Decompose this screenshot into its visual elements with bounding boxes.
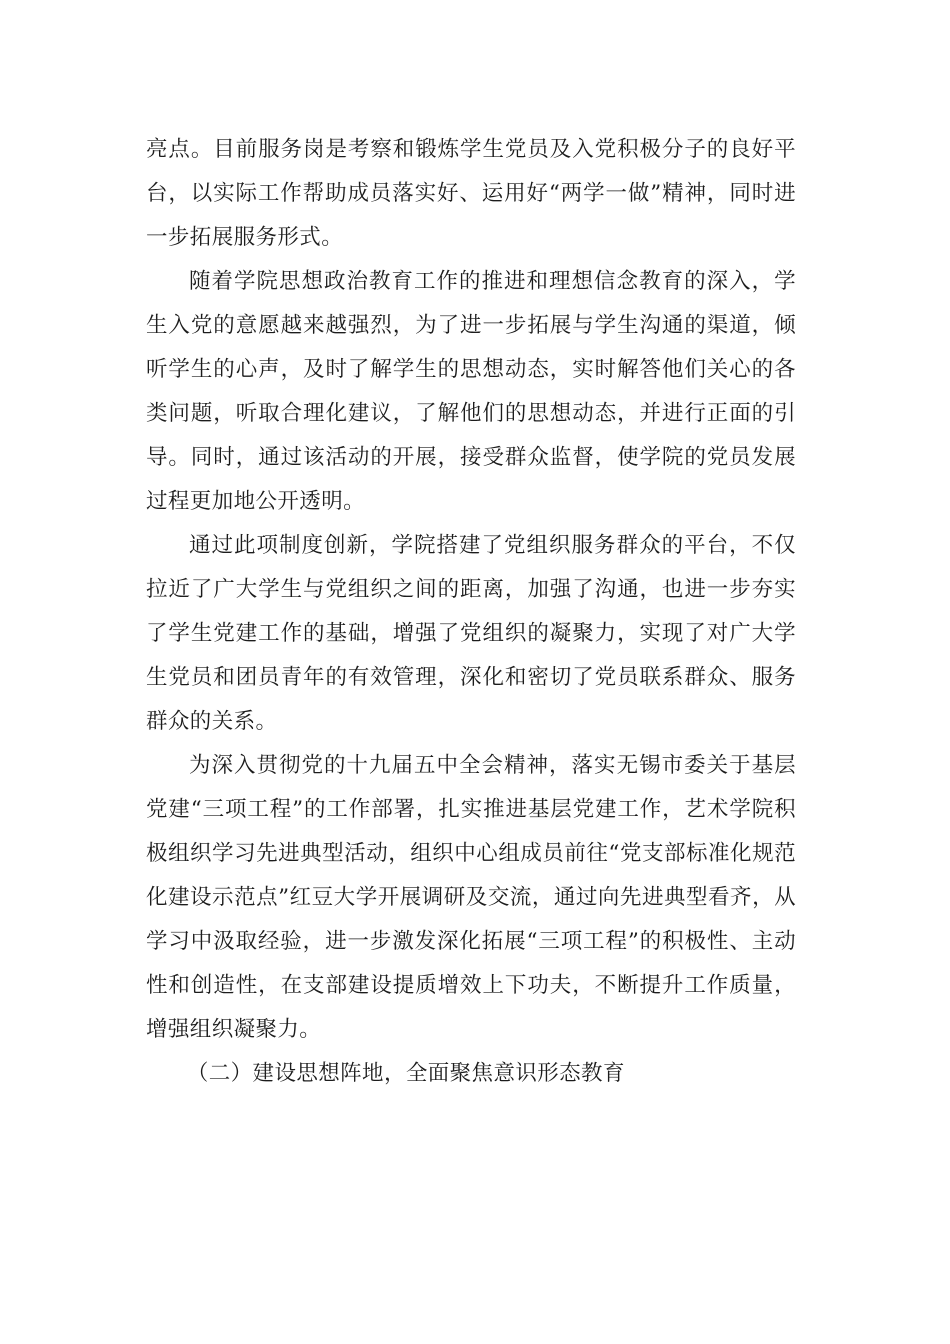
section-heading: （二）建设思想阵地，全面聚焦意识形态教育 bbox=[186, 1061, 625, 1086]
paragraph-continuation: 亮点。目前服务岗是考察和锻炼学生党员及入党积极分子的良好平台，以实际工作帮助成员落实好、运用好“两学一做”精神，同时进一步拓展服务形式。 bbox=[146, 137, 796, 250]
paragraph-system-innovation: 通过此项制度创新，学院搭建了党组织服务群众的平台，不仅拉近了广大学生与党组织之间的距离，加强了沟通，也进一步夯实了学生党建工作的基础，增强了党组织的凝聚力，实现了对广大学生党员和团员青年的有效管理，深化和密切了党员联系群众、服务群众的关系。 bbox=[146, 533, 796, 734]
document-page bbox=[146, 128, 796, 1096]
paragraph-deepening-education: 随着学院思想政治教育工作的推进和理想信念教育的深入，学生入党的意愿越来越强烈，为了进一步拓展与学生沟通的渠道，倾听学生的心声，及时了解学生的思想动态，实时解答他们关心的各类问题，听取合理化建议，了解他们的思想动态，并进行正面的引导。同时，通过该活动的开展，接受群众监督，使学院的党员发展过程更加地公开透明。 bbox=[146, 269, 796, 514]
paragraph-party-building: 为深入贯彻党的十九届五中全会精神，落实无锡市委关于基层党建“三项工程”的工作部署，扎实推进基层党建工作，艺术学院积极组织学习先进典型活动，组织中心组成员前往“党支部标准化规范化建设示范点”红豆大学开展调研及交流，通过向先进典型看齐，从学习中汲取经验，进一步激发深化拓展“三项工程”的积极性、主动性和创造性，在支部建设提质增效上下功夫，不断提升工作质量，增强组织凝聚力。 bbox=[146, 753, 796, 1042]
